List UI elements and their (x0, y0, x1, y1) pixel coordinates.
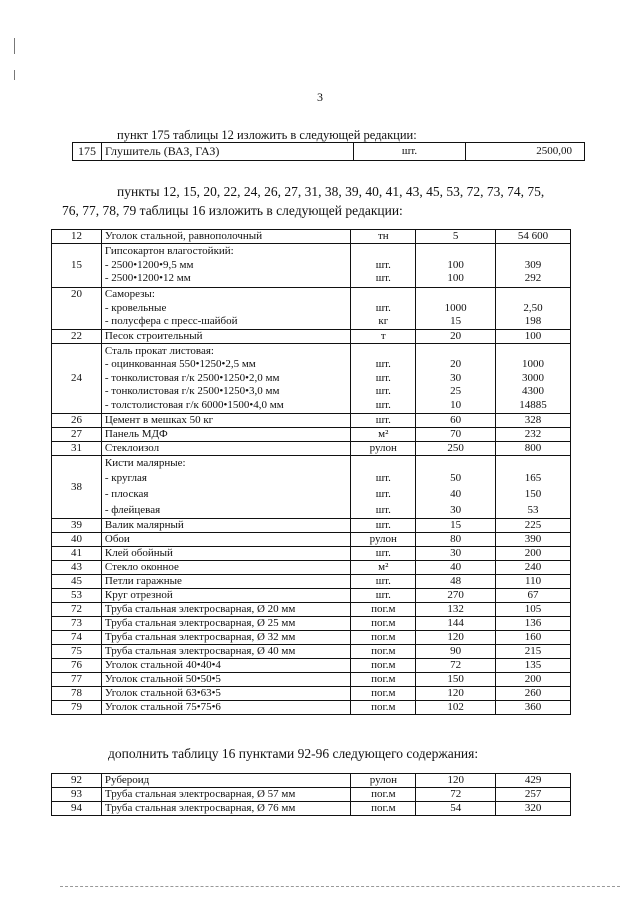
row-name: Труба стальная электросварная, Ø 57 мм (101, 788, 351, 802)
row-qty: 250 (416, 442, 496, 456)
row-price: 67 (496, 589, 571, 603)
row-qty: 54 (416, 802, 496, 816)
row-qty: 48 (416, 575, 496, 589)
table-row (52, 533, 571, 547)
row-qty: 80 (416, 533, 496, 547)
table-row (52, 575, 571, 589)
row-name: Уголок стальной 40•40•4 (101, 659, 350, 673)
table-row (52, 330, 571, 344)
row-head: Гипсокартон влагостойкий: (104, 245, 234, 258)
row-price: 200 (496, 673, 571, 687)
table-row (52, 774, 571, 788)
row-name: Обои (101, 533, 350, 547)
table-row (52, 414, 571, 428)
row-name: Труба стальная электросварная, Ø 76 мм (101, 802, 351, 816)
row-number: 73 (52, 617, 102, 631)
row-price: 225 (496, 519, 571, 533)
p92-intro: дополнить таблицу 16 пунктами 92-96 следующего содержания: (108, 746, 479, 761)
row-number: 27 (52, 428, 102, 442)
row-price: 135 (496, 659, 571, 673)
table-row (52, 456, 571, 519)
table-row (52, 547, 571, 561)
table-row (52, 244, 571, 288)
row-unit: рулон (351, 533, 416, 547)
row-name: Уголок стальной 75•75•6 (101, 701, 350, 715)
row-price: 257 (496, 788, 571, 802)
row-sub-name: - тонколистовая г/к 2500•1250•3,0 мм (104, 385, 280, 398)
table-row (52, 802, 571, 816)
row-name: Труба стальная электросварная, Ø 25 мм (101, 617, 350, 631)
row-qty: 270 (416, 589, 496, 603)
row-unit: шт. (351, 589, 416, 603)
table-row (52, 659, 571, 673)
row-sub-name: - тонколистовая г/к 2500•1250•2,0 мм (104, 371, 280, 384)
row-qty: 20 (416, 330, 496, 344)
row-qty: 150 (416, 673, 496, 687)
row-number: 38 (52, 456, 102, 519)
row-unit: т (351, 330, 416, 344)
row-number: 24 (52, 344, 102, 414)
row-qty: 70 (416, 428, 496, 442)
row-number: 75 (52, 645, 102, 659)
row-sub-unit: шт. (375, 258, 391, 271)
row-qty: 72 (416, 788, 496, 802)
table-row (52, 519, 571, 533)
row-unit: рулон (351, 774, 416, 788)
margin-mark (14, 70, 15, 80)
row-sub-unit: шт. (375, 385, 391, 398)
row-number: 12 (52, 230, 102, 244)
row-name: Клей обойный (101, 547, 350, 561)
row-name: Круг отрезной (101, 589, 350, 603)
row-head: Саморезы: (104, 288, 155, 301)
row-sub-price: 309 (524, 258, 542, 271)
row-number: 31 (52, 442, 102, 456)
row-unit: пог.м (351, 673, 416, 687)
row-name: Труба стальная электросварная, Ø 32 мм (101, 631, 350, 645)
table-16-additions (51, 773, 571, 816)
row-sub-price: 150 (524, 488, 542, 500)
row-name: Панель МДФ (101, 428, 350, 442)
row-number: 39 (52, 519, 102, 533)
p175-intro: пункт 175 таблицы 12 изложить в следующей редакции: (117, 128, 417, 142)
row-number: 77 (52, 673, 102, 687)
table-row (52, 788, 571, 802)
row-number: 175 (73, 143, 102, 161)
row-sub-price: 198 (524, 315, 542, 328)
row-sub-unit: шт. (375, 398, 391, 411)
row-unit: пог.м (351, 645, 416, 659)
row-unit: пог.м (351, 617, 416, 631)
row-number: 92 (52, 774, 102, 788)
row-number: 53 (52, 589, 102, 603)
row-sub-price: 2,50 (523, 301, 543, 314)
p16-intro-line1: пункты 12, 15, 20, 22, 24, 26, 27, 31, 38, 39, 40, 41, 43, 45, 53, 72, 73, 74, 75, (117, 184, 545, 199)
row-sub-price: 3000 (522, 371, 545, 384)
row-qty: 60 (416, 414, 496, 428)
row-price: 110 (496, 575, 571, 589)
row-price: 260 (496, 687, 571, 701)
table-row (52, 631, 571, 645)
table-row (73, 143, 585, 161)
page-number: 3 (317, 90, 323, 104)
row-price: 360 (496, 701, 571, 715)
table-row (52, 561, 571, 575)
row-number: 94 (52, 802, 102, 816)
row-sub-name: - оцинкованная 550•1250•2,5 мм (104, 358, 256, 371)
row-name: Труба стальная электросварная, Ø 40 мм (101, 645, 350, 659)
row-sub-unit: кг (378, 315, 389, 328)
row-name: Уголок стальной 63•63•5 (101, 687, 350, 701)
table-row (52, 617, 571, 631)
table-row (52, 673, 571, 687)
row-qty: 30 (416, 547, 496, 561)
row-unit: м² (351, 428, 416, 442)
table-row (52, 428, 571, 442)
row-number: 74 (52, 631, 102, 645)
row-price: 429 (496, 774, 571, 788)
row-qty: 132 (416, 603, 496, 617)
row-unit: пог.м (351, 802, 416, 816)
row-sub-qty: 30 (450, 371, 462, 384)
row-number: 26 (52, 414, 102, 428)
row-name: Петли гаражные (101, 575, 350, 589)
table-row (52, 589, 571, 603)
row-sub-unit: шт. (375, 472, 391, 484)
row-unit: пог.м (351, 701, 416, 715)
row-price: 320 (496, 802, 571, 816)
table-12 (72, 142, 585, 161)
row-sub-price: 292 (524, 272, 542, 285)
row-sub-name: - флейцевая (104, 504, 161, 516)
row-number: 45 (52, 575, 102, 589)
row-unit: пог.м (351, 631, 416, 645)
row-number: 93 (52, 788, 102, 802)
row-qty: 15 (416, 519, 496, 533)
row-sub-name: - полусфера с пресс-шайбой (104, 315, 238, 328)
row-sub-price: 4300 (522, 385, 545, 398)
table-row (52, 603, 571, 617)
row-unit: рулон (351, 442, 416, 456)
row-unit: шт. (351, 575, 416, 589)
margin-mark (14, 38, 15, 54)
row-name: Уголок стальной, равнополочный (101, 230, 350, 244)
row-number: 40 (52, 533, 102, 547)
row-name: Цемент в мешках 50 кг (101, 414, 350, 428)
row-qty: 40 (416, 561, 496, 575)
row-unit: шт. (351, 547, 416, 561)
row-price: 240 (496, 561, 571, 575)
row-price: 232 (496, 428, 571, 442)
row-sub-name: - кровельные (104, 301, 167, 314)
row-price: 105 (496, 603, 571, 617)
row-sub-qty: 10 (450, 398, 462, 411)
table-row (52, 288, 571, 330)
row-sub-unit: шт. (375, 358, 391, 371)
row-unit: шт. (354, 143, 466, 161)
row-price: 390 (496, 533, 571, 547)
row-price: 54 600 (496, 230, 571, 244)
row-name: Стеклоизол (101, 442, 350, 456)
row-unit: шт. (351, 519, 416, 533)
row-number: 22 (52, 330, 102, 344)
row-sub-unit: шт. (375, 301, 391, 314)
row-number: 72 (52, 603, 102, 617)
table-row (52, 645, 571, 659)
row-sub-qty: 100 (447, 258, 464, 271)
row-sub-unit: шт. (375, 504, 391, 516)
row-number: 41 (52, 547, 102, 561)
row-sub-unit: шт. (375, 488, 391, 500)
p16-intro-line2: 76, 77, 78, 79 таблицы 16 изложить в следующей редакции: (62, 203, 403, 218)
row-number: 43 (52, 561, 102, 575)
row-unit: пог.м (351, 687, 416, 701)
row-sub-unit: шт. (375, 272, 391, 285)
table-row (52, 701, 571, 715)
row-qty: 144 (416, 617, 496, 631)
row-sub-price: 1000 (522, 358, 545, 371)
row-head: Кисти малярные: (104, 457, 186, 469)
bottom-rule (60, 886, 620, 888)
row-sub-qty: 50 (450, 472, 462, 484)
row-sub-price: 14885 (519, 398, 547, 411)
row-sub-price: 165 (524, 472, 542, 484)
row-number: 15 (52, 244, 102, 288)
row-unit: м² (351, 561, 416, 575)
row-sub-qty: 30 (450, 504, 462, 516)
row-qty: 120 (416, 774, 496, 788)
row-sub-qty: 1000 (444, 301, 467, 314)
row-sub-qty: 25 (450, 385, 462, 398)
row-number: 20 (52, 288, 102, 330)
row-name: Валик малярный (101, 519, 350, 533)
row-name: Глушитель (ВАЗ, ГАЗ) (102, 143, 354, 161)
row-price: 800 (496, 442, 571, 456)
row-price: 200 (496, 547, 571, 561)
row-sub-qty: 100 (447, 272, 464, 285)
table-row (52, 230, 571, 244)
row-unit: пог.м (351, 603, 416, 617)
row-sub-name: - круглая (104, 472, 147, 484)
row-sub-qty: 15 (450, 315, 462, 328)
table-row (52, 687, 571, 701)
row-number: 78 (52, 687, 102, 701)
row-qty: 120 (416, 631, 496, 645)
row-sub-qty: 20 (450, 358, 462, 371)
row-sub-qty: 40 (450, 488, 462, 500)
row-qty: 90 (416, 645, 496, 659)
row-price: 215 (496, 645, 571, 659)
row-qty: 5 (416, 230, 496, 244)
row-sub-name: - 2500•1200•9,5 мм (104, 258, 194, 271)
row-price: 136 (496, 617, 571, 631)
row-unit: пог.м (351, 659, 416, 673)
row-unit: шт. (351, 414, 416, 428)
row-qty: 120 (416, 687, 496, 701)
row-sub-unit: шт. (375, 371, 391, 384)
row-name: Стекло оконное (101, 561, 350, 575)
row-price: 100 (496, 330, 571, 344)
row-unit: пог.м (351, 788, 416, 802)
p16-intro (62, 182, 622, 220)
row-number: 79 (52, 701, 102, 715)
row-head: Сталь прокат листовая: (104, 344, 214, 357)
row-name: Рубероид (101, 774, 351, 788)
row-sub-name: - 2500•1200•12 мм (104, 272, 191, 285)
row-sub-name: - толстолистовая г/к 6000•1500•4,0 мм (104, 398, 284, 411)
row-qty: 102 (416, 701, 496, 715)
row-name: Песок строительный (101, 330, 350, 344)
row-unit: тн (351, 230, 416, 244)
row-name: Труба стальная электросварная, Ø 20 мм (101, 603, 350, 617)
row-price: 328 (496, 414, 571, 428)
row-name: Уголок стальной 50•50•5 (101, 673, 350, 687)
row-number: 76 (52, 659, 102, 673)
table-row (52, 344, 571, 414)
row-sub-price: 53 (527, 504, 539, 516)
row-price: 160 (496, 631, 571, 645)
row-qty: 72 (416, 659, 496, 673)
row-price: 2500,00 (466, 143, 585, 161)
row-sub-name: - плоская (104, 488, 149, 500)
table-16 (51, 229, 571, 715)
table-row (52, 442, 571, 456)
